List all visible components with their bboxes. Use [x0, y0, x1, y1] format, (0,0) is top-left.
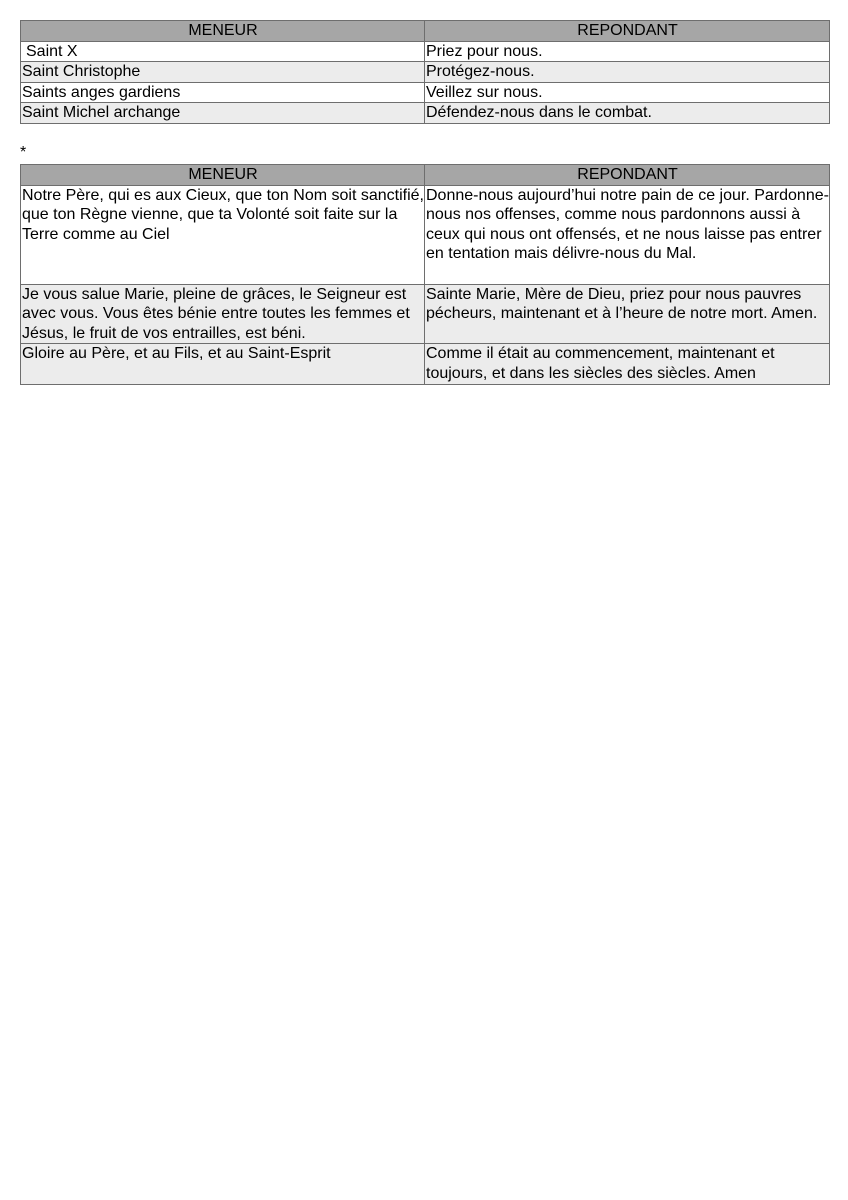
meneur-cell: Je vous salue Marie, pleine de grâces, le Seigneur est avec vous. Vous êtes bénie entre toutes les femmes et Jésus, le fruit de vos entrailles, est béni.	[21, 284, 425, 344]
separator-asterisk: *	[20, 144, 27, 161]
table-row	[21, 41, 830, 62]
prayers-table	[20, 164, 830, 385]
header-meneur: MENEUR	[21, 165, 425, 186]
repondant-cell: Défendez-nous dans le combat.	[425, 103, 830, 124]
repondant-cell: Protégez-nous.	[425, 62, 830, 83]
table-row	[21, 82, 830, 103]
repondant-cell: Veillez sur nous.	[425, 82, 830, 103]
meneur-cell: Gloire au Père, et au Fils, et au Saint-Esprit	[21, 344, 425, 384]
header-repondant: REPONDANT	[425, 21, 830, 42]
table-header-row	[21, 165, 830, 186]
table-header-row	[21, 21, 830, 42]
repondant-cell: Comme il était au commencement, maintenant et toujours, et dans les siècles des siècles. Amen	[425, 344, 830, 384]
repondant-cell: Priez pour nous.	[425, 41, 830, 62]
litany-table	[20, 20, 830, 124]
repondant-cell: Sainte Marie, Mère de Dieu, priez pour nous pauvres pécheurs, maintenant et à l’heure de notre mort. Amen.	[425, 284, 830, 344]
header-repondant: REPONDANT	[425, 165, 830, 186]
meneur-cell: Saints anges gardiens	[21, 82, 425, 103]
table-row	[21, 344, 830, 384]
header-meneur: MENEUR	[21, 21, 425, 42]
meneur-cell: Notre Père, qui es aux Cieux, que ton Nom soit sanctifié, que ton Règne vienne, que ta Volonté soit faite sur la Terre comme au Ciel	[21, 185, 425, 284]
table-row	[21, 185, 830, 284]
table-row	[21, 284, 830, 344]
meneur-cell: Saint Christophe	[21, 62, 425, 83]
meneur-cell: Saint X	[21, 41, 425, 62]
repondant-cell: Donne-nous aujourd’hui notre pain de ce jour. Pardonne-nous nos offenses, comme nous pardonnons aussi à ceux qui nous ont offensés, et ne nous laisse pas entrer en tentation mais délivre-nous du Mal.	[425, 185, 830, 284]
table-row	[21, 62, 830, 83]
table-row	[21, 103, 830, 124]
meneur-cell: Saint Michel archange	[21, 103, 425, 124]
